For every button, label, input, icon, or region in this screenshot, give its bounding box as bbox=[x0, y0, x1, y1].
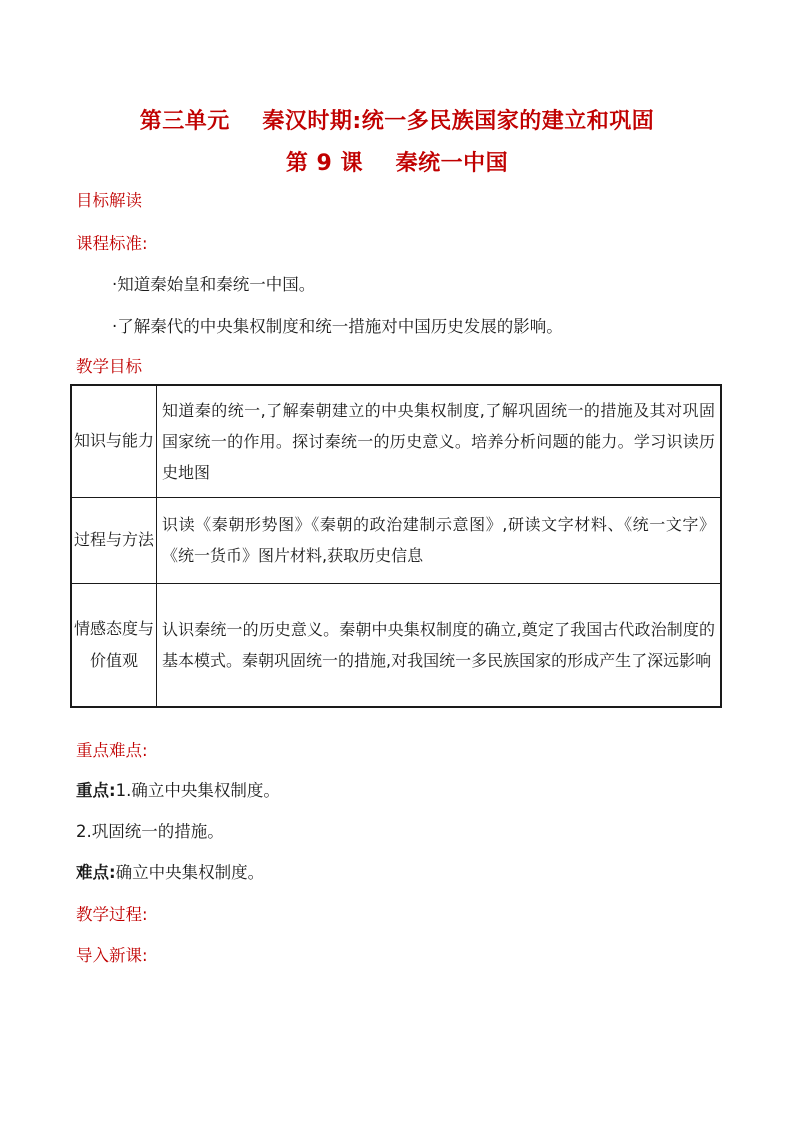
teaching-goals-heading: 教学目标 bbox=[76, 357, 142, 376]
table-row bbox=[71, 385, 721, 497]
teaching-goals-table bbox=[70, 384, 722, 708]
goal-content-knowledge: 知道秦的统一,了解秦朝建立的中央集权制度,了解巩固统一的措施及其对巩固国家统一的作用。探讨秦统一的历史意义。培养分析问题的能力。学习识读历史地图 bbox=[157, 385, 722, 497]
introduction-heading: 导入新课: bbox=[76, 946, 148, 965]
key-label: 重点: bbox=[76, 781, 116, 800]
key-item-1: 1.确立中央集权制度。 bbox=[115, 781, 280, 800]
lesson-title: 第 9 课 秦统一中国 bbox=[285, 151, 509, 176]
objectives-heading: 目标解读 bbox=[76, 191, 142, 210]
curriculum-standards-heading: 课程标准: bbox=[76, 234, 148, 253]
table-row bbox=[71, 583, 721, 707]
table-row bbox=[71, 497, 721, 583]
goal-content-values: 认识秦统一的历史意义。秦朝中央集权制度的确立,奠定了我国古代政治制度的基本模式。秦朝巩固统一的措施,对我国统一多民族国家的形成产生了深远影响 bbox=[157, 583, 722, 707]
key-item-2: 2.巩固统一的措施。 bbox=[76, 822, 224, 841]
difficulty-line bbox=[76, 862, 264, 884]
unit-title: 第三单元 秦汉时期:统一多民族国家的建立和巩固 bbox=[139, 109, 655, 134]
key-points-heading: 重点难点: bbox=[76, 741, 148, 760]
key-point-line bbox=[76, 780, 280, 802]
goal-label-process: 过程与方法 bbox=[71, 497, 157, 583]
difficulty-item: 确立中央集权制度。 bbox=[115, 863, 265, 882]
difficulty-label: 难点: bbox=[76, 863, 116, 882]
teaching-process-heading: 教学过程: bbox=[76, 905, 148, 924]
standard-item-2: ·了解秦代的中央集权制度和统一措施对中国历史发展的影响。 bbox=[112, 317, 563, 336]
standard-item-1: ·知道秦始皇和秦统一中国。 bbox=[112, 275, 316, 294]
goal-label-values: 情感态度与价值观 bbox=[71, 583, 157, 707]
goal-label-knowledge: 知识与能力 bbox=[71, 385, 157, 497]
goal-content-process: 识读《秦朝形势图》《秦朝的政治建制示意图》,研读文字材料、《统一文字》《统一货币》图片材料,获取历史信息 bbox=[157, 497, 722, 583]
